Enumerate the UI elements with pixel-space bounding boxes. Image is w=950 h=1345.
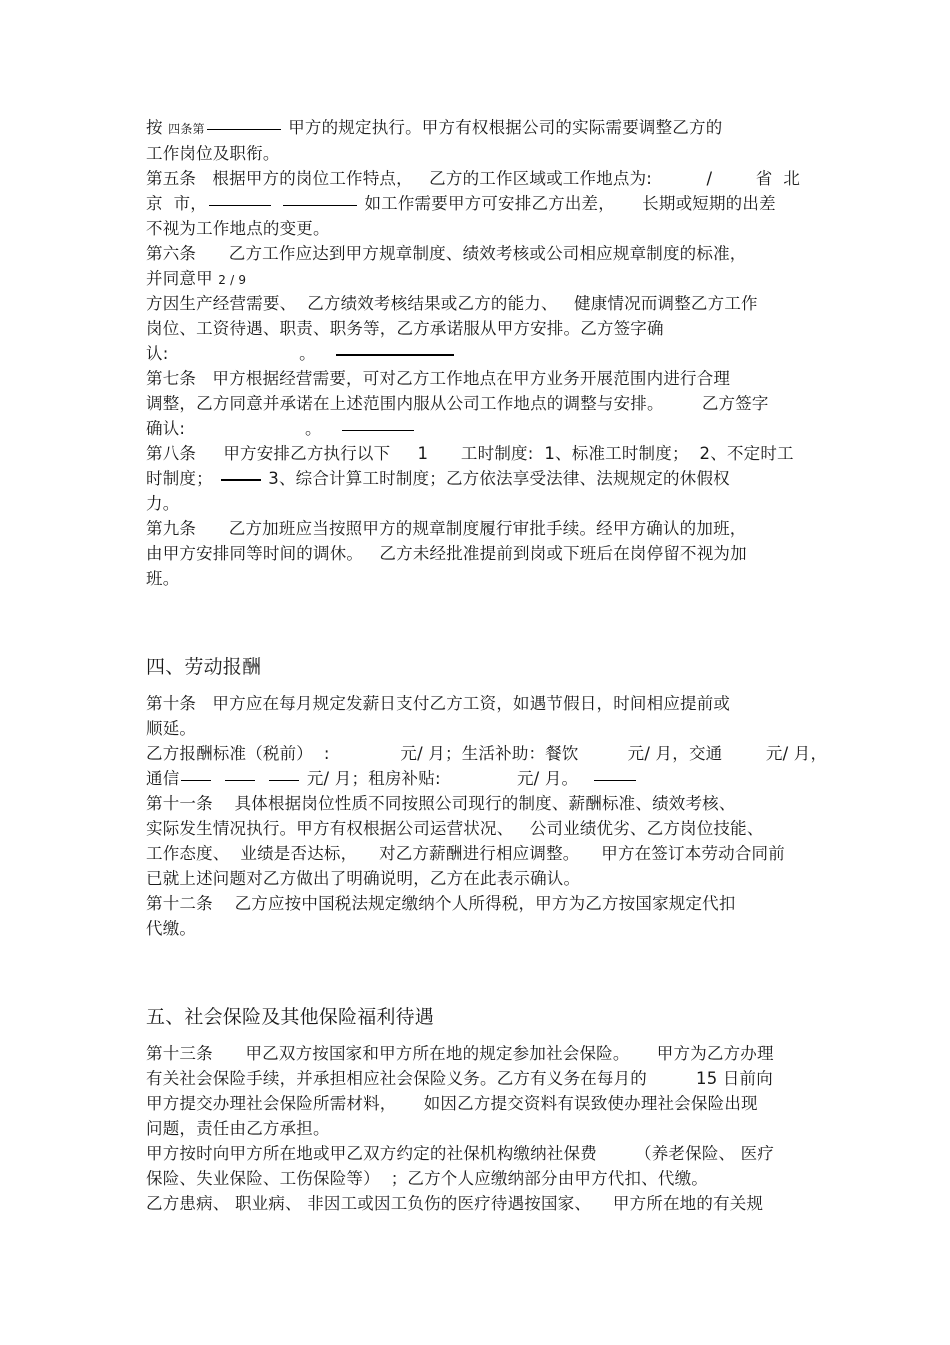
section-heading: 四、劳动报酬 xyxy=(146,656,262,678)
text-line: 有关社会保险手续，并承担相应社会保险义务。乙方有义务在每月的 15 日前向 xyxy=(146,1069,773,1088)
text-line: 第六条 乙方工作应达到甲方规章制度、绩效考核或公司相应规章制度的标准， xyxy=(146,244,747,263)
text-line: 第十二条 乙方应按中国税法规定缴纳个人所得税，甲方为乙方按国家规定代扣 xyxy=(146,894,736,913)
fill-blank xyxy=(594,779,636,781)
text-line: 岗位、工资待遇、职责、职务等，乙方承诺服从甲方安排。乙方签字确 xyxy=(146,319,664,338)
text-line: 方因生产经营需要、 乙方绩效考核结果或乙方的能力、 健康情况而调整乙方工作 xyxy=(146,294,758,313)
text-line: 京 市， 如工作需要甲方可安排乙方出差， 长期或短期的出差 xyxy=(146,194,776,213)
fill-blank xyxy=(209,204,271,206)
text-line: 第九条 乙方加班应当按照甲方的规章制度履行审批手续。经甲方确认的加班， xyxy=(146,519,747,538)
text-line: 第十条 甲方应在每月规定发薪日支付乙方工资，如遇节假日，时间相应提前或 xyxy=(146,694,731,713)
text-line: 并同意甲 2 / 9 xyxy=(146,269,247,288)
text-line: 调整，乙方同意并承诺在上述范围内服从公司工作地点的调整与安排。 乙方签字 xyxy=(146,394,769,413)
fill-blank xyxy=(269,779,299,781)
text-line: 按 四条第 甲方的规定执行。甲方有权根据公司的实际需要调整乙方的 xyxy=(146,118,723,137)
text-line: 已就上述问题对乙方做出了明确说明，乙方在此表示确认。 xyxy=(146,869,581,888)
text-line: 第八条 甲方安排乙方执行以下 1 工时制度: 1、标准工时制度； 2、不定时工 xyxy=(146,444,794,463)
text-line: 由甲方安排同等时间的调休。 乙方未经批准提前到岗或下班后在岗停留不视为加 xyxy=(146,544,747,563)
text-line: 认: 。 xyxy=(146,343,456,365)
text-line: 问题，责任由乙方承担。 xyxy=(146,1119,330,1138)
text-line: 不视为工作地点的变更。 xyxy=(146,219,330,238)
text-line: 工作态度、 业绩是否达标， 对乙方薪酬进行相应调整。 甲方在签订本劳动合同前 xyxy=(146,844,785,863)
signature-blank xyxy=(336,353,454,356)
text-line: 甲方提交办理社会保险所需材料， 如因乙方提交资料有误致使办理社会保险出现 xyxy=(146,1094,758,1113)
text-line: 时制度； 3、综合计算工时制度；乙方依法享受法律、法规规定的休假权 xyxy=(146,469,730,488)
fill-blank xyxy=(221,478,261,481)
text-line: 第十三条 甲乙双方按国家和甲方所在地的规定参加社会保险。 甲方为乙方办理 xyxy=(146,1044,774,1063)
text-line: 通信 元/ 月；租房补贴: 元/ 月。 xyxy=(146,768,638,790)
page-number: 2 / 9 xyxy=(218,273,247,287)
text-line: 代缴。 xyxy=(146,919,197,938)
fill-blank xyxy=(181,779,211,781)
text-line: 确认: 。 xyxy=(146,418,416,440)
text-line: 第十一条 具体根据岗位性质不同按照公司现行的制度、薪酬标准、绩效考核、 xyxy=(146,794,736,813)
text-line: 保险、失业保险、工伤保险等） ；乙方个人应缴纳部分由甲方代扣、代缴。 xyxy=(146,1169,708,1188)
text-line: 第七条 甲方根据经营需要，可对乙方工作地点在甲方业务开展范围内进行合理 xyxy=(146,369,731,388)
text-line: 第五条 根据甲方的岗位工作特点， 乙方的工作区域或工作地点为: / 省 北 xyxy=(146,169,801,188)
text-line: 乙方报酬标准（税前） : 元/ 月；生活补助：餐饮 元/ 月，交通 元/ 月， xyxy=(146,744,828,763)
text-line: 甲方按时向甲方所在地或甲乙双方约定的社保机构缴纳社保费 （养老保险、 医疗 xyxy=(146,1144,775,1163)
section-heading: 五、社会保险及其他保险福利待遇 xyxy=(146,1006,435,1028)
text-line: 实际发生情况执行。甲方有权根据公司运营状况、 公司业绩优劣、乙方岗位技能、 xyxy=(146,819,764,838)
text-line: 顺延。 xyxy=(146,719,197,738)
fill-blank xyxy=(225,779,255,781)
text-line: 工作岗位及职衔。 xyxy=(146,144,280,163)
text-line: 班。 xyxy=(146,569,180,588)
text-line: 力。 xyxy=(146,494,180,513)
fill-blank xyxy=(207,128,281,130)
text-line: 乙方患病、 职业病、 非因工或因工负伤的医疗待遇按国家、 甲方所在地的有关规 xyxy=(146,1194,764,1213)
fill-blank xyxy=(283,204,357,206)
signature-blank xyxy=(342,429,414,431)
